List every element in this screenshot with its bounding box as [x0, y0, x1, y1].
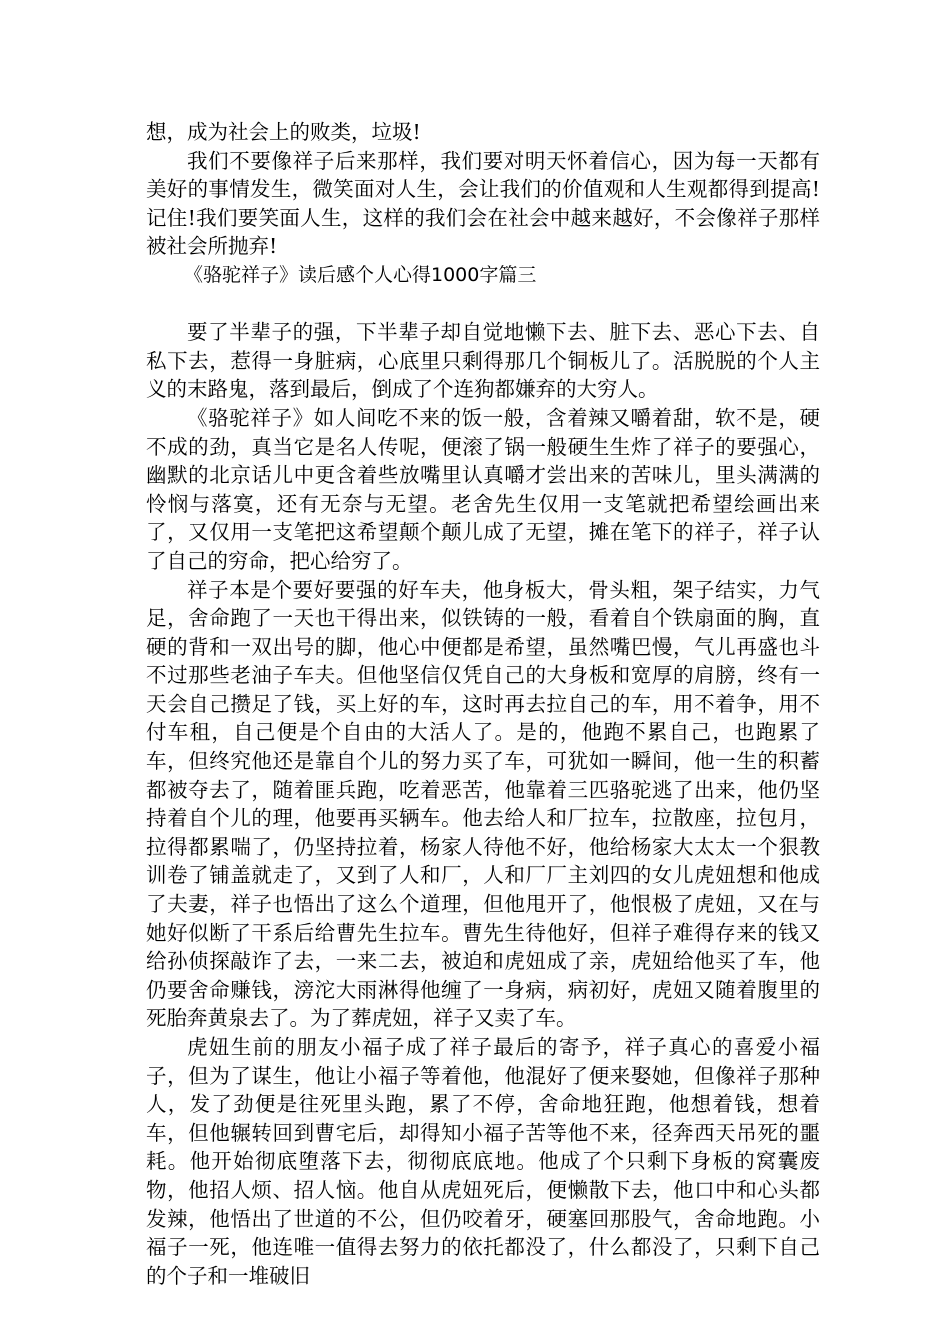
blank-line — [146, 290, 820, 319]
paragraph: 要了半辈子的强，下半辈子却自觉地懒下去、脏下去、恶心下去、自私下去，惹得一身脏病，心底里只剩得那几个铜板儿了。活脱脱的个人主义的末路鬼，落到最后，倒成了个连狗都嫌弃的大穷人。 — [146, 320, 820, 402]
paragraph: 虎妞生前的朋友小福子成了祥子最后的寄予，祥子真心的喜爱小福子，但为了谋生，他让小福子等着他，他混好了便来娶她，但像祥子那种人，发了劲便是往死里头跑，累了不停，舍命地狂跑，他想着钱，想着车，但他辗转回到曹宅后，却得知小福子苦等他不来，径奔西天吊死的噩耗。他开始彻底堕落下去，彻彻底底地。他成了个只剩下身板的窝囊废物，他招人烦、招人恼。他自从虎妞死后，便懒散下去，他口中和心头都发辣，他悟出了世道的不公，但仍咬着牙，硬塞回那股气，舍命地跑。小福子一死，他连唯一值得去努力的依托都没了，什么都没了，只剩下自己的个子和一堆破旧 — [146, 1035, 820, 1288]
paragraph: 我们不要像祥子后来那样，我们要对明天怀着信心，因为每一天都有美好的事情发生，微笑面对人生，会让我们的价值观和人生观都得到提高!记住!我们要笑面人生，这样的我们会在社会中越来越好，不会像祥子那样被社会所抛弃! — [146, 148, 820, 259]
document-body — [146, 118, 820, 1290]
paragraph: 祥子本是个要好要强的好车夫，他身板大，骨头粗，架子结实，力气足，舍命跑了一天也干得出来，似铁铸的一般，看着自个铁扇面的胸，直硬的背和一双出号的脚，他心中便都是希望，虽然嘴巴慢，气儿再盛也斗不过那些老油子车夫。但他坚信仅凭自己的大身板和宽厚的肩膀，终有一天会自己攒足了钱，买上好的车，这时再去拉自己的车，用不着争，用不付车租，自己便是个自由的大活人了。是的，他跑不累自己，也跑累了车，但终究他还是靠自个儿的努力买了车，可犹如一瞬间，他一生的积蓄都被夺去了，随着匪兵跑，吃着恶苦，他靠着三匹骆驼逃了出来，他仍坚持着自个儿的理，他要再买辆车。他去给人和厂拉车，拉散座，拉包月，拉得都累喘了，仍坚持拉着，杨家人待他不好，他给杨家大太太一个狠教训卷了铺盖就走了，又到了人和厂，人和厂厂主刘四的女儿虎妞想和他成了夫妻，祥子也悟出了这么个道理，但他甩开了，他恨极了虎妞，又在与她好似断了干系后给曹先生拉车。曹先生待他好，但祥子难得存来的钱又给孙侦探敲诈了去，一来二去，被迫和虎妞成了亲，虎妞给他买了车，他仍要舍命赚钱，滂沱大雨淋得他缠了一身病，病初好，虎妞又随着腹里的死胎奔黄泉去了。为了葬虎妞，祥子又卖了车。 — [146, 577, 820, 1031]
paragraph-continuation: 想，成为社会上的败类，垃圾! — [146, 120, 421, 144]
section-heading: 《骆驼祥子》读后感个人心得1000字篇三 — [184, 263, 537, 286]
paragraph: 《骆驼祥子》如人间吃不来的饭一般，含着辣又嚼着甜，软不是，硬不成的劲，真当它是名人传呢，便滚了锅一般硬生生炸了祥子的要强心，幽默的北京话儿中更含着些放嘴里认真嚼才尝出来的苦味儿，里头满满的怜悯与落寞，还有无奈与无望。老舍先生仅用一支笔就把希望绘画出来了，又仅用一支笔把这希望颠个颠儿成了无望，摊在笔下的祥子，祥子认了自己的穷命，把心给穷了。 — [146, 405, 820, 573]
